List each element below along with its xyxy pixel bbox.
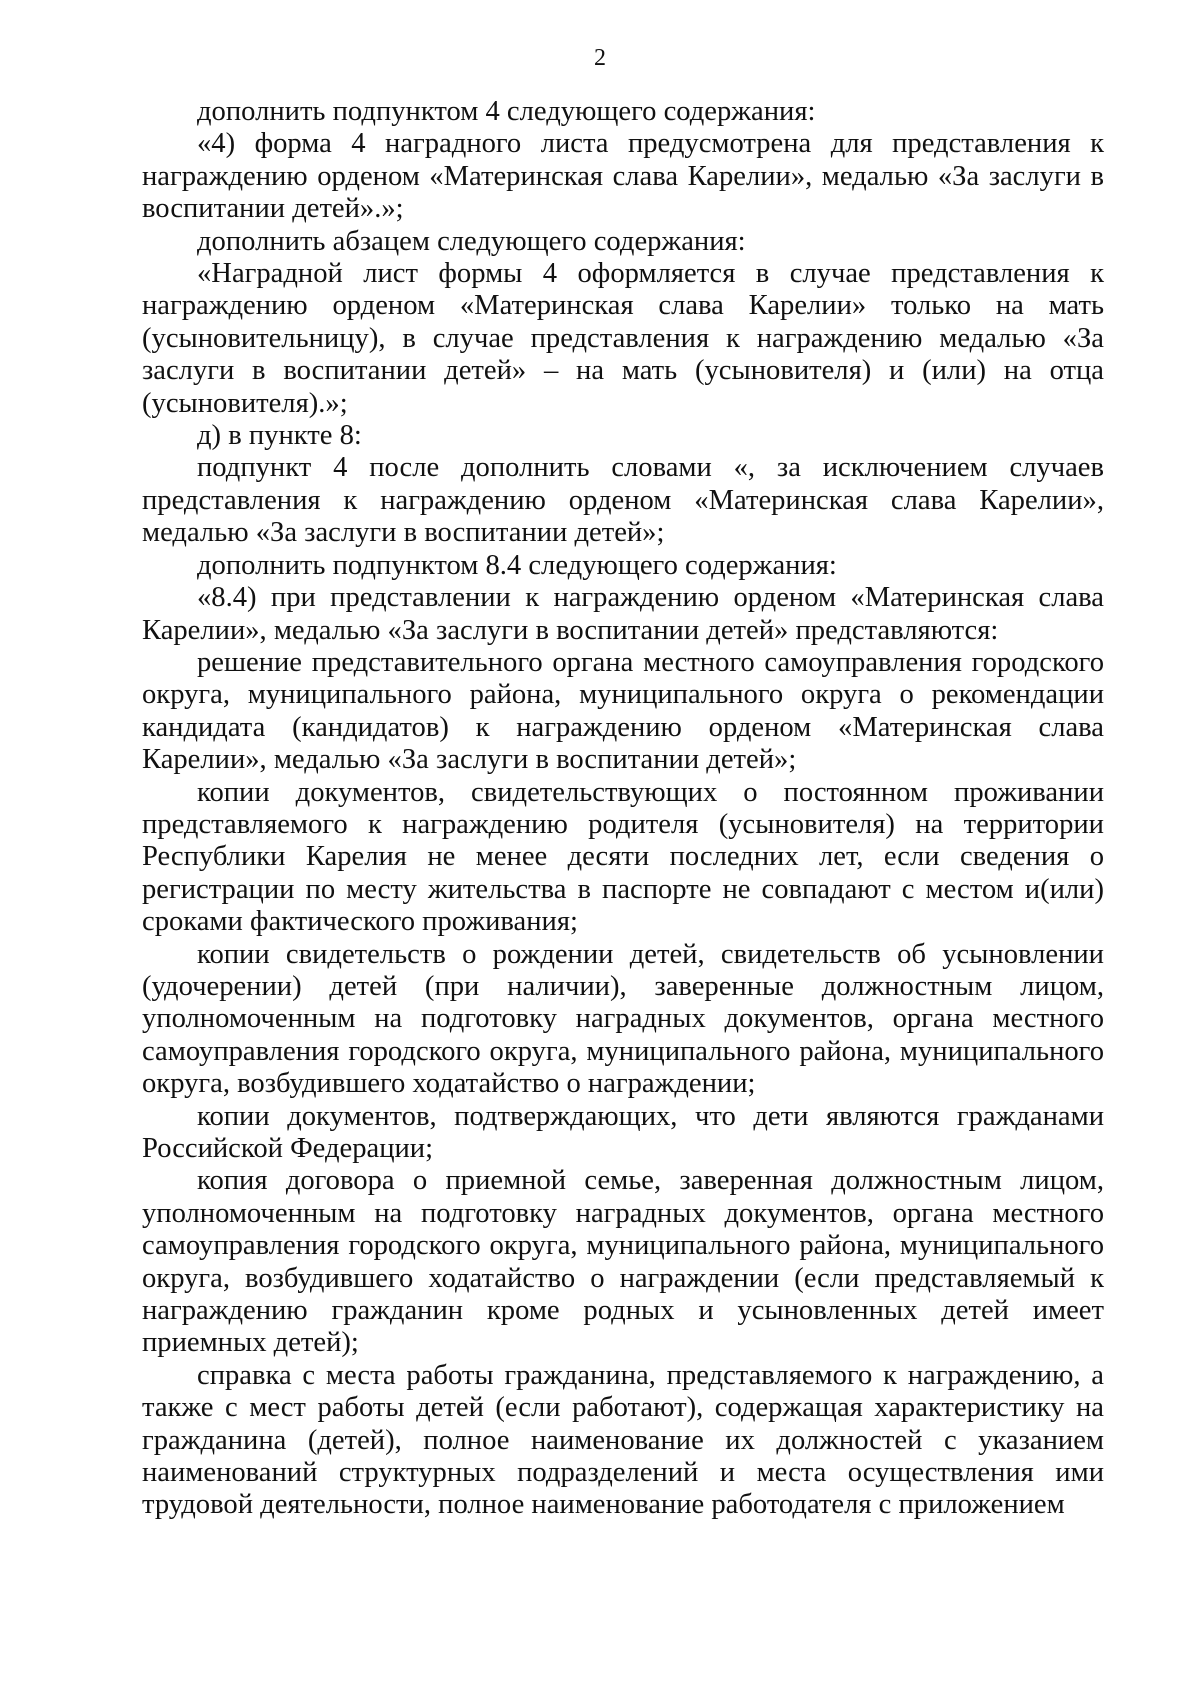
page-number: 2 xyxy=(594,45,606,71)
paragraph: «Наградной лист формы 4 оформляется в случае представления к награждению орденом «Материнская слава Карелии» только на мать (усыновительницу), в случае представления к награждению медалью «За заслуги в воспитании детей» – на мать (усыновителя) и (или) на отца (усыновителя).»; xyxy=(142,258,1104,419)
paragraph: решение представительного органа местного самоуправления городского округа, муниципального района, муниципального округа о рекомендации кандидата (кандидатов) к награждению орденом «Материнская слава Карелии», медалью «За заслуги в воспитании детей»; xyxy=(142,646,1104,776)
paragraph: справка с места работы гражданина, представляемого к награждению, а также с мест работы детей (если работают), содержащая характеристику на гражданина (детей), полное наименование их должностей с указанием наименований структурных подразделений и места осуществления ими трудовой деятельности, полное наименование работодателя с приложением xyxy=(142,1359,1104,1521)
paragraph: копии документов, подтверждающих, что дети являются гражданами Российской Федерации; xyxy=(142,1100,1104,1164)
paragraph: дополнить подпунктом 8.4 следующего содержания: xyxy=(197,549,837,581)
paragraph: д) в пункте 8: xyxy=(197,420,362,452)
paragraph: копия договора о приемной семье, заверенная должностным лицом, уполномоченным на подготовку наградных документов, органа местного самоуправления городского округа, муниципального района, муниципального округа, возбудившего ходатайство о награждении (если представляемый к награждению гражданин кроме родных и усыновленных детей имеет приемных детей); xyxy=(142,1165,1104,1359)
paragraph: «4) форма 4 наградного листа предусмотрена для представления к награждению орденом «Материнская слава Карелии», медалью «За заслуги в воспитании детей».»; xyxy=(142,128,1104,225)
paragraph: копии свидетельств о рождении детей, свидетельств об усыновлении (удочерении) детей (при наличии), заверенные должностным лицом, уполномоченным на подготовку наградных документов, органа местного самоуправления городского округа, муниципального района, муниципального округа, возбудившего ходатайство о награждении; xyxy=(142,938,1104,1100)
paragraph: дополнить подпунктом 4 следующего содержания: xyxy=(197,96,816,127)
paragraph: копии документов, свидетельствующих о постоянном проживании представляемого к награждению родителя (усыновителя) на территории Республики Карелия не менее десяти последних лет, если сведения о регистрации по месту жительства в паспорте не совпадают с местом и(или) сроками фактического проживания; xyxy=(142,776,1104,938)
document-body xyxy=(142,96,1104,1522)
paragraph: подпункт 4 после дополнить словами «, за исключением случаев представления к награждению орденом «Материнская слава Карелии», медалью «За заслуги в воспитании детей»; xyxy=(142,452,1104,549)
paragraph: «8.4) при представлении к награждению орденом «Материнская слава Карелии», медалью «За заслуги в воспитании детей» представляются: xyxy=(142,582,1104,646)
paragraph: дополнить абзацем следующего содержания: xyxy=(197,225,746,257)
